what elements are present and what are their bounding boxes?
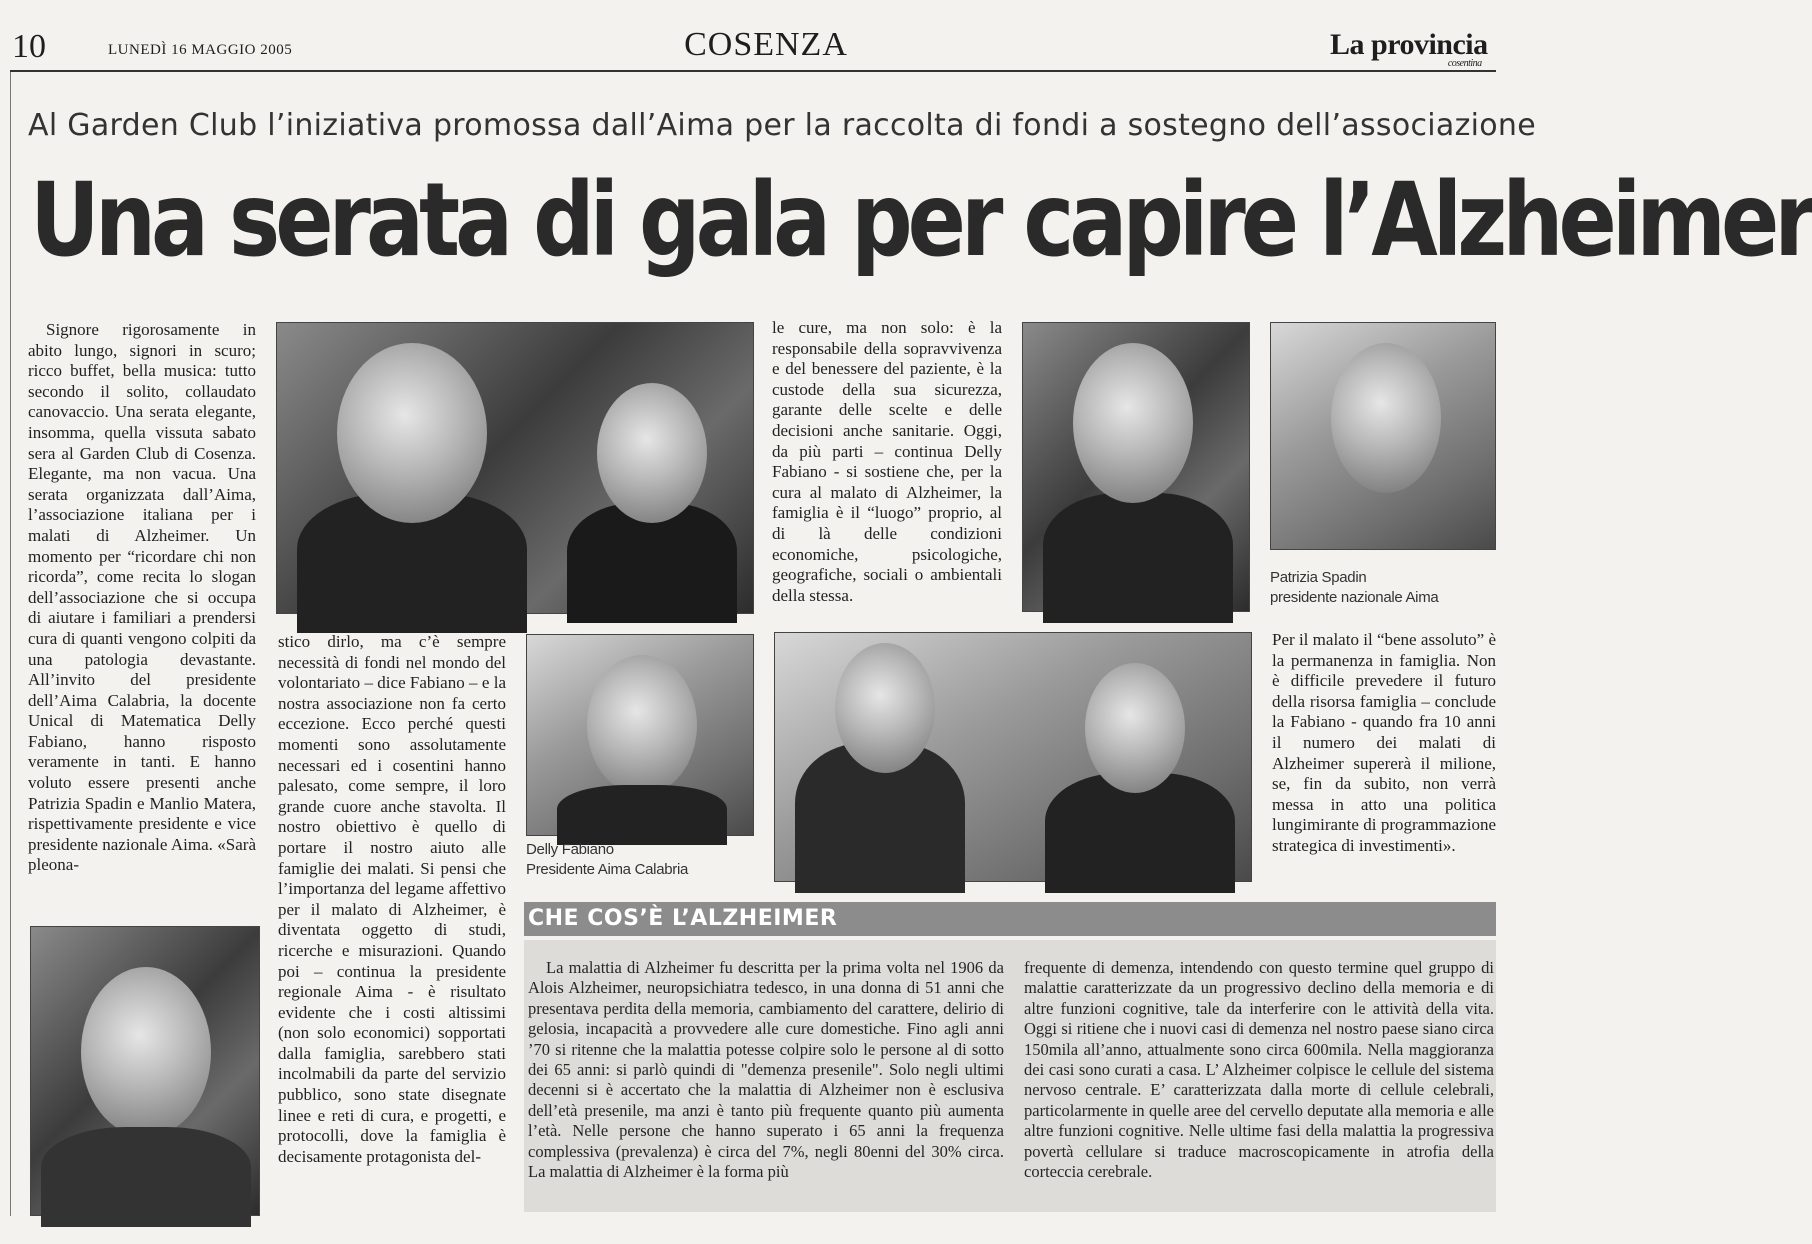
- masthead-title: La provincia: [1330, 28, 1488, 61]
- photo-woman-portrait: [30, 926, 260, 1216]
- article-column-1: [28, 320, 256, 904]
- article-kicker: Al Garden Club l’iniziativa promossa dall’Aima per la raccolta di fondi a sostegno dell’associazione: [28, 108, 1536, 143]
- page-number: 10: [12, 28, 46, 65]
- box-title: CHE COS’È L’ALZHEIMER: [528, 906, 838, 931]
- masthead-subtitle: cosentina: [1447, 58, 1482, 69]
- article-column-4-text: Per il malato il “bene assoluto” è la permanenza in famiglia. Non è difficile prevedere il futuro della risorsa famiglia – conclude la Fabiano - quando fra 10 anni il numero dei malati di Alzheimer supererà il milione, se, fin da subito, non verrà messa in atto una politica lungimirante di programmazione strategica di investimenti».: [1272, 630, 1496, 855]
- article-headline: Una serata di gala per capire l’Alzheimer: [30, 162, 1812, 280]
- photo-delly-fabiano: [526, 634, 754, 836]
- caption-spadin: [1270, 568, 1500, 608]
- article-column-2-text: stico dirlo, ma c’è sempre necessità di fondi nel mondo del volontariato – dice Fabiano – e la nostra associazione non fa certo eccezione. Ecco perché questi momenti sono assolutamente necessari ed i cosentini hanno palesato, come sempre, il loro grande cuore anche stavolta. Il nostro obiettivo è quello di portare il nostro aiuto alle famiglie dei malati. Si pensi che l’importanza del legame affettivo per il malato di Alzheimer, è diventata oggetto di studi, ricerche e misurazioni. Quando poi – continua la presidente regionale Aima - è risultato evidente che i costi altissimi (non solo economici) sopportati dalla famiglia, sarebbero stati incolmabili da parte del servizio pubblico, sono state disegnate linee e reti di cura, e progetti, e protocolli, dove la famiglia è decisamente protagonista del-: [278, 632, 506, 1166]
- box-column-2-text: frequente di demenza, intendendo con questo termine quel gruppo di malattie caratterizzate da un progressivo declino della memoria e di altre funzioni cognitive, tale da interferire con le attività della vita. Oggi si ritiene che i nuovi casi di demenza nel nostro paese siano circa 150mila all’anno, attualmente sono circa 600mila. Nella maggioranza dei casi sono curati a casa. L’ Alzheimer colpisce le cellule del sistema nervoso centrale. E’ caratterizzata dalla morte di cellule celebrali, particolarmente in quelle aree del cervello deputate alla memoria e alle altre funzioni cognitive. Nelle ultime fasi della malattia la progressiva povertà cellulare si traduce macroscopicamente in atrofia della corteccia cerebrale.: [1024, 958, 1494, 1182]
- article-column-4: [1272, 630, 1496, 890]
- article-column-3-text: le cure, ma non solo: è la responsabile della sopravvivenza e del benessere del paziente, è la custode della sua sicurezza, garante delle scelte e delle decisioni anche sanitarie. Oggi, da più parti – continua Delly Fabiano - si sostiene che, per la cura al malato di Alzheimer, la famiglia è il “luogo” proprio, al di là delle condizioni economiche, psicologiche, geografiche, sociali o ambientali della stessa.: [772, 318, 1002, 605]
- photo-guests: [276, 322, 754, 614]
- caption-fabiano-role: Presidente Aima Calabria: [526, 861, 689, 878]
- caption-fabiano: [526, 840, 756, 880]
- photo-man-glasses: [1022, 322, 1250, 612]
- box-header: [524, 902, 1496, 936]
- section-title: COSENZA: [684, 26, 848, 63]
- box-column-1-text: La malattia di Alzheimer fu descritta per la prima volta nel 1906 da Alois Alzheimer, neuropsichiatra tedesco, in una donna di 51 anni che presentava perdita della memoria, cambiamento del carattere, delirio di gelosia, incapacità a provvedere alle cure domestiche. Fino agli anni ’70 si ritenne che la malattia potesse colpire solo le persone al di sotto dei 65 anni: si parlò quindi di "demenza presenile". Solo negli ultimi decenni si è accertato che la malattia di Alzheimer non è esclusiva dell’età presenile, ma anzi è tanto più frequente quanto più aumenta l’età. Nelle persone che hanno superato i 65 anni la frequenza complessiva (prevalenza) è circa del 7%, negli 80enni del 30% circa. La malattia di Alzheimer è la forma più: [528, 958, 1004, 1182]
- caption-spadin-role: presidente nazionale Aima: [1270, 589, 1439, 606]
- newspaper-masthead: [1330, 28, 1488, 69]
- article-column-3: [772, 318, 1002, 618]
- photo-two-men: [774, 632, 1252, 882]
- caption-fabiano-name: Delly Fabiano: [526, 841, 614, 858]
- article-column-2: [278, 632, 506, 1214]
- publication-date: LUNEDÌ 16 MAGGIO 2005: [108, 42, 293, 58]
- article-column-1-text: Signore rigorosamente in abito lungo, signori in scuro; ricco buffet, bella musica: tutto secondo il solito, collaudato canovaccio. Una serata elegante, insomma, quella vissuta sabato sera al Garden Club di Cosenza. Elegante, ma non vacua. Una serata organizzata dall’Aima, l’associazione italiana per i malati di Alzheimer. Un momento per “ricordare chi non ricorda”, come recita lo slogan dell’associazione che si occupa di aiutare i familiari a prendersi cura di quanti vengono colpiti da una patologia devastante. All’invito del presidente dell’Aima Calabria, la docente Unical di Matematica Delly Fabiano, hanno risposto veramente in tanti. E hanno voluto essere presenti anche Patrizia Spadin e Manlio Matera, rispettivamente presidente e vice presidente nazionale Aima. «Sarà pleona-: [28, 320, 256, 875]
- caption-spadin-name: Patrizia Spadin: [1270, 569, 1367, 586]
- photo-patrizia-spadin: [1270, 322, 1496, 550]
- box-column-1: [528, 958, 1004, 1210]
- box-column-2: [1024, 958, 1494, 1210]
